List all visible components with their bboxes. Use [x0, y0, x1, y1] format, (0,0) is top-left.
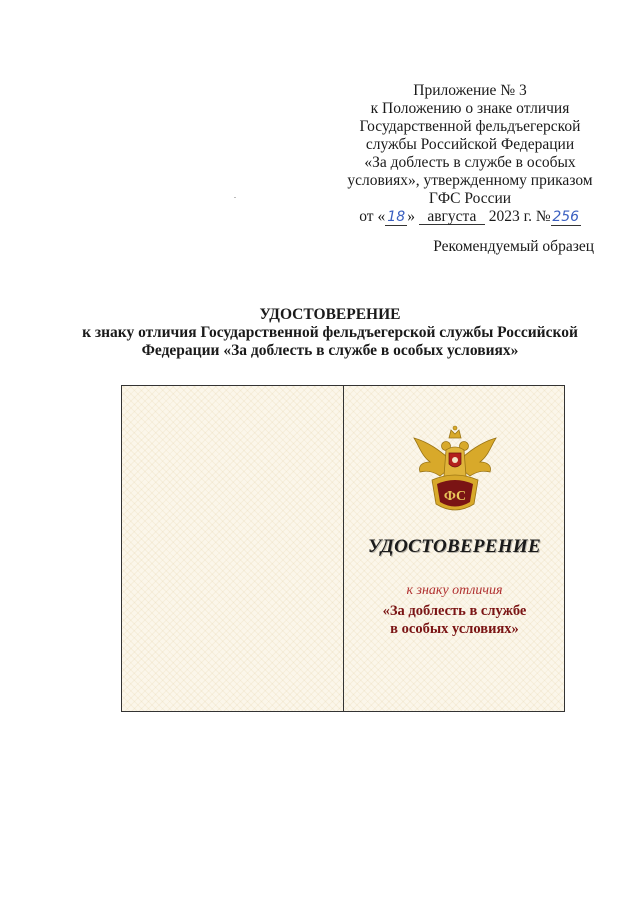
document-title: [60, 306, 600, 360]
appendix-line: условиях», утвержденному приказом: [347, 172, 593, 189]
appendix-line: «За доблесть в службе в особых: [364, 154, 576, 171]
appendix-block: [330, 82, 610, 226]
title-line: к знаку отличия Государственной фельдъегерской службы Российской: [82, 324, 578, 341]
scan-speck: [234, 197, 236, 198]
certificate-cover-panel: [344, 386, 565, 711]
certificate-subheading: к знаку отличия: [406, 583, 503, 598]
appendix-number: Приложение № 3: [413, 82, 527, 99]
handwritten-day: 18: [385, 210, 407, 226]
certificate-heading: УДОСТОВЕРЕНИЕ: [368, 536, 541, 557]
handwritten-order-number: 256: [552, 209, 580, 225]
date-year: 2023 г. №: [488, 208, 551, 225]
order-date-line: [330, 208, 610, 226]
title-line: Федерации «За доблесть в службе в особых условиях»: [141, 342, 519, 359]
appendix-line: Государственной фельдъегерской: [359, 118, 581, 135]
award-name-line: в особых условиях»: [390, 621, 519, 637]
date-prefix: от «: [359, 208, 386, 225]
appendix-line: ГФС России: [428, 190, 512, 207]
appendix-line: к Положению о знаке отличия: [370, 100, 570, 117]
emblem-letters: ФС: [443, 489, 467, 504]
double-headed-eagle-emblem-icon: [410, 420, 500, 520]
date-mid: »: [407, 208, 415, 225]
title-heading: УДОСТОВЕРЕНИЕ: [259, 306, 401, 323]
certificate-back-panel: [122, 386, 343, 711]
appendix-line: службы Российской Федерации: [365, 136, 575, 153]
award-name-line: «За доблесть в службе: [382, 603, 527, 619]
certificate-award-name: [344, 602, 565, 638]
date-month: августа: [419, 209, 485, 225]
recommended-sample-label: Рекомендуемый образец: [433, 238, 594, 255]
certificate-sample: [121, 385, 565, 712]
